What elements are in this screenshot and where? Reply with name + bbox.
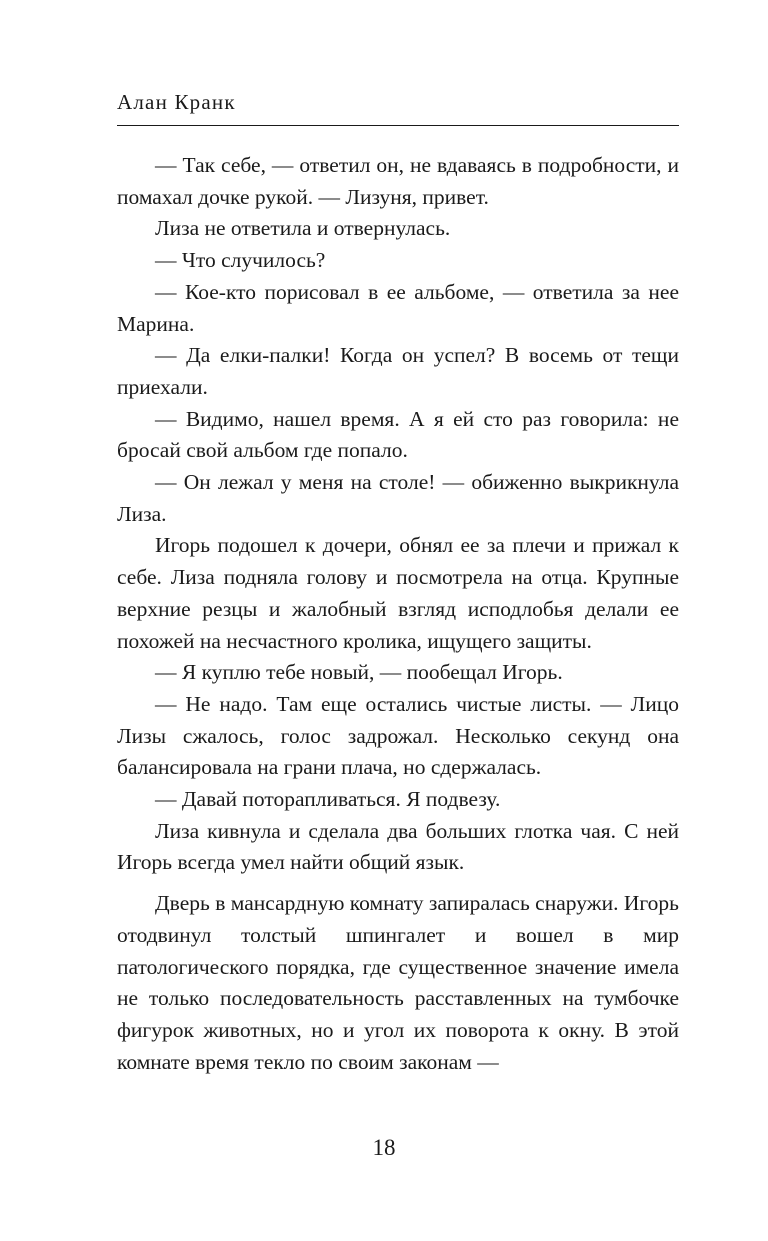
paragraph: — Я куплю тебе новый, — пообещал Игорь.	[155, 660, 563, 685]
page-number: 18	[372, 1135, 396, 1160]
paragraph: Лиза кивнула и сделала два больших глотка чая. С ней Игорь всегда умел найти общий язык.	[117, 818, 679, 875]
paragraph: — Что случилось?	[155, 248, 326, 273]
paragraph: Игорь подошел к дочери, обнял ее за плечи и прижал к себе. Лиза подняла голову и посмотрела на отца. Крупные верхние резцы и жалобный взгляд исподлобья делали ее похожей на несчастного кролика, ищущего защиты.	[117, 533, 679, 653]
paragraph: — Не надо. Там еще остались чистые листы. — Лицо Лизы сжалось, голос задрожал. Несколько секунд она балансировала на грани плача, но сдержалась.	[117, 691, 679, 780]
body-text	[117, 150, 679, 1078]
paragraph: — Он лежал у меня на столе! — обиженно выкрикнула Лиза.	[117, 470, 679, 526]
paragraph: — Кое-кто порисовал в ее альбоме, — ответила за нее Марина.	[117, 279, 679, 336]
paragraph: — Да елки-палки! Когда он успел? В восемь от тещи приехали.	[117, 343, 679, 399]
paragraph: Лиза не ответила и отвернулась.	[155, 216, 451, 241]
paragraph: — Давай поторапливаться. Я подвезу.	[155, 787, 501, 812]
paragraph: Дверь в мансардную комнату запиралась снаружи. Игорь отодвинул толстый шпингалет и вошел в мир патологического порядка, где существенное значение имела не только последовательность расставленных на тумбочке фигурок животных, но и угол их поворота к окну. В этой комнате время текло по своим законам —	[117, 891, 679, 1074]
paragraph: — Так себе, — ответил он, не вдаваясь в подробности, и помахал дочке рукой. — Лизуня, привет.	[117, 153, 679, 209]
paragraph: — Видимо, нашел время. А я ей сто раз говорила: не бросай свой альбом где попало.	[117, 406, 679, 463]
running-head-author: Алан Кранк	[117, 90, 236, 114]
header-rule	[117, 125, 679, 126]
